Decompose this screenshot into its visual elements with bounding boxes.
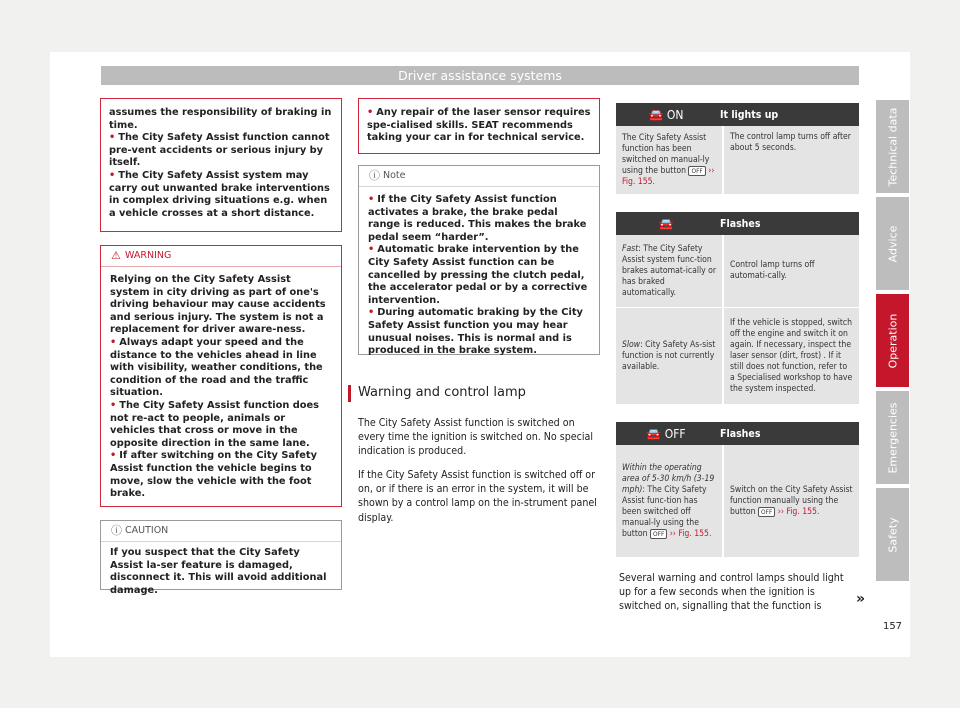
note-bullet: • Automatic brake intervention by the City Safety Assist function can be cancelled by pressing the clutch pedal, the accelerator pedal or by a corrective intervention. [368,244,588,306]
page-number: 157 [882,621,903,632]
intro-bullet-2: • The City Safety Assist system may carry out unwanted brake interventions in complex driving situations e.g. when a vehicle crosses at a short distance. [109,169,330,219]
table-header: 🚘 ON It lights up [616,103,859,126]
note-header: ⓘ Note [359,166,599,187]
note-bullet: • During automatic braking by the City Safety Assist function you may hear unusual noises. This is normal and is produced in the brake system. [368,307,583,357]
city-safety-icon: 🚘 [658,216,674,231]
repair-bullet: • Any repair of the laser sensor requires spe-cialised skills. SEAT recommends taking your car in for technical service. [367,107,591,144]
caution-icon: ⓘ [111,524,122,537]
table-row: Fast: The City Safety Assist system func-tion brakes automat-ically or has braked automatically. Control lamp turns off automati-cally. [616,235,859,308]
repair-box [358,98,600,154]
title-accent-bar [348,385,351,402]
body-paragraph-1: The City Safety Assist function is switched on every time the ignition is switched on. No special indication is produced. [358,417,594,458]
body-paragraph-2: If the City Safety Assist function is switched off or on, or if there is an error in the system, it will be shown by a control lamp on the in-strument panel display. [358,469,597,524]
note-icon: ⓘ [369,169,380,182]
off-button-icon: OFF [758,507,775,517]
side-tabs [876,100,909,585]
figure-link[interactable]: ›› Fig. 155. [777,506,820,517]
table-header: 🚘 Flashes [616,212,859,235]
warning-bullet: • If after switching on the City Safety Assist function the vehicle begins to move, slow the vehicle with the foot brake. [110,450,317,500]
warning-bullet: • The City Safety Assist function does not re-act to people, animals or vehicles that cross or move in the opposite direction in the same lane. [110,399,319,449]
off-button-icon: OFF [688,166,705,176]
intro-line: assumes the responsibility of braking in time. [109,107,332,131]
tab-advice[interactable]: Advice [876,197,909,290]
warning-box [100,245,342,507]
lamp-table-off [616,422,859,558]
table-header: 🚘 OFF Flashes [616,422,859,445]
table-row: The City Safety Assist function has been switched on manual-ly using the button OFF ›› Fig. 155. The control lamp turns off after about 5 seconds. [616,126,859,195]
note-box [358,165,600,355]
continue-arrow-icon: » [856,591,866,607]
caution-box [100,520,342,596]
tab-technical-data[interactable]: Technical data [876,100,909,193]
tab-safety[interactable]: Safety [876,488,909,581]
note-bullet: • If the City Safety Assist function activates a brake, the brake pedal range is reduced. This makes the brake pedal seem “harder”. [368,194,587,243]
tab-operation[interactable]: Operation [876,294,909,387]
figure-link[interactable]: ›› Fig. 155. [669,528,712,539]
figure-link[interactable]: ›› Fig. 155. [622,165,715,187]
caution-text: If you suspect that the City Safety Assist la-ser feature is damaged, disconnect it. This will avoid additional damage. [110,547,327,596]
warning-header: ⚠ WARNING [101,246,341,267]
warning-icon: ⚠ [111,249,121,262]
table-row: Within the operating area of 5-30 km/h (3-19 mph): The City Safety Assist func-tion has been switched off manual-ly using the button OFF ›› Fig. 155. Switch on the City Safety Assist function manually using the button OFF ›› Fig. 155. [616,445,859,558]
lamp-table-on [616,103,859,195]
lamp-table-flash [616,212,859,405]
tab-emergencies[interactable]: Emergencies [876,391,909,484]
city-safety-on-icon: 🚘 ON [648,107,684,122]
warning-intro: Relying on the City Safety Assist system in city driving as part of one's driving behaviour may cause accidents and serious injury. The system is not a replacement for driver aware-ness. [110,274,326,336]
caution-header: ⓘ CAUTION [101,521,341,542]
section-title: Warning and control lamp [358,385,598,400]
body-paragraph-3: Several warning and control lamps should light up for a few seconds when the ignition is switched on, signalling that the function is [619,572,844,613]
off-button-icon: OFF [650,529,667,539]
intro-bullet-1: • The City Safety Assist function cannot pre-vent accidents or serious injury by itself. [109,132,330,169]
intro-box [100,98,342,232]
warning-bullet: • Always adapt your speed and the distance to the vehicles ahead in line with visibility, weather conditions, the condition of the road and the traffic situation. [110,336,323,399]
section-header: Driver assistance systems [101,66,859,85]
city-safety-off-icon: 🚘 OFF [646,426,686,441]
table-row: Slow: City Safety As-sist function is not currently available. If the vehicle is stopped, switch off the engine and switch it on again. If necessary, inspect the laser sensor (dirt, frost) . If it still does not function, refer to a Specialised workshop to have the system inspected. [616,308,859,405]
